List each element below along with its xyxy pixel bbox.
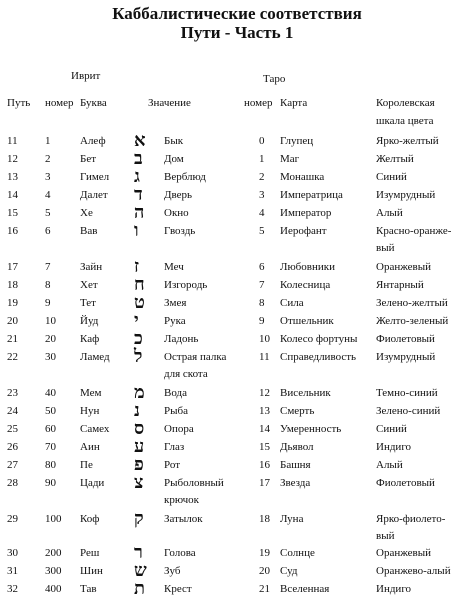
path-cell: 19 <box>7 297 18 309</box>
color-cell: Индиго <box>376 441 412 453</box>
letter-name-cell: Шин <box>80 565 103 577</box>
path-cell: 20 <box>7 315 18 327</box>
tarot-card-cell: Маг <box>280 153 300 165</box>
number-cell: 40 <box>45 387 56 399</box>
tarot-number-cell: 4 <box>259 207 265 219</box>
path-cell: 29 <box>7 513 18 525</box>
hebrew-letter-glyph: ל <box>134 346 143 367</box>
path-cell: 15 <box>7 207 18 219</box>
color-cell: Алый <box>376 459 403 471</box>
number-cell: 5 <box>45 207 51 219</box>
color-cell: Синий <box>376 171 407 183</box>
letter-name-cell: Пе <box>80 459 93 471</box>
path-cell: 12 <box>7 153 18 165</box>
letter-name-cell: Аин <box>80 441 100 453</box>
path-cell: 26 <box>7 441 18 453</box>
hebrew-letter-glyph: ר <box>134 542 143 563</box>
number-cell: 10 <box>45 315 56 327</box>
hebrew-letter-glyph: מ <box>134 382 145 403</box>
tarot-card-cell: Императрица <box>280 189 343 201</box>
tarot-card-cell: Колесо фортуны <box>280 333 358 345</box>
path-cell: 32 <box>7 583 18 595</box>
path-cell: 13 <box>7 171 18 183</box>
path-cell: 27 <box>7 459 18 471</box>
page-title: Каббалистические соответствия <box>112 4 362 23</box>
path-cell: 21 <box>7 333 18 345</box>
path-cell: 30 <box>7 547 18 559</box>
meaning-cell: Бык <box>164 135 184 147</box>
number-cell: 20 <box>45 333 56 345</box>
tarot-card-cell: Звезда <box>280 477 311 489</box>
path-cell: 18 <box>7 279 18 291</box>
tarot-number-cell: 11 <box>259 351 270 363</box>
tarot-number-cell: 5 <box>259 225 265 237</box>
meaning-cell: Рука <box>164 315 186 327</box>
number-cell: 9 <box>45 297 51 309</box>
hebrew-letter-glyph: ע <box>134 436 145 457</box>
hebrew-letter-glyph: ש <box>134 560 147 581</box>
tarot-card-cell: Висельник <box>280 387 331 399</box>
tarot-card-cell: Вселенная <box>280 583 330 595</box>
tarot-card-cell: Дьявол <box>280 441 314 453</box>
header-tarot-number: номер <box>244 97 273 109</box>
header-tarot-group: Таро <box>263 73 286 85</box>
hebrew-letter-glyph: כ <box>134 328 143 349</box>
number-cell: 30 <box>45 351 56 363</box>
tarot-card-cell: Смерть <box>280 405 315 417</box>
meaning-cell: Голова <box>164 547 196 559</box>
tarot-card-cell: Любовники <box>280 261 335 273</box>
path-cell: 17 <box>7 261 18 273</box>
tarot-card-cell: Отшельник <box>280 315 334 327</box>
tarot-card-cell: Луна <box>280 513 304 525</box>
color-cell: Индиго <box>376 583 412 595</box>
color-cell: Темно-синий <box>376 387 438 399</box>
letter-name-cell: Йуд <box>80 315 99 327</box>
meaning-cell-continued: для скота <box>164 368 208 380</box>
letter-name-cell: Тет <box>80 297 96 309</box>
color-cell: Ярко-фиолето- <box>376 513 446 525</box>
number-cell: 200 <box>45 547 62 559</box>
letter-name-cell: Бет <box>80 153 97 165</box>
path-cell: 16 <box>7 225 18 237</box>
tarot-number-cell: 19 <box>259 547 270 559</box>
path-cell: 28 <box>7 477 18 489</box>
tarot-card-cell: Солнце <box>280 547 315 559</box>
number-cell: 300 <box>45 565 62 577</box>
header-card: Карта <box>280 97 308 109</box>
hebrew-letter-glyph: ב <box>134 148 143 169</box>
letter-name-cell: Вав <box>80 225 98 237</box>
hebrew-letter-glyph: ג <box>134 166 140 187</box>
path-cell: 14 <box>7 189 18 201</box>
color-cell: Фиолетовый <box>376 333 435 345</box>
number-cell: 100 <box>45 513 62 525</box>
path-cell: 24 <box>7 405 18 417</box>
header-number: номер <box>45 97 74 109</box>
number-cell: 8 <box>45 279 51 291</box>
header-path: Путь <box>7 97 31 109</box>
path-cell: 23 <box>7 387 18 399</box>
path-cell: 22 <box>7 351 18 363</box>
number-cell: 80 <box>45 459 56 471</box>
letter-name-cell: Самех <box>80 423 110 435</box>
color-cell: Оранжевый <box>376 547 432 559</box>
letter-name-cell: Каф <box>80 333 100 345</box>
color-cell: Красно-оранже- <box>376 225 452 237</box>
hebrew-letter-glyph: ת <box>134 578 145 599</box>
tarot-card-cell: Глупец <box>280 135 314 147</box>
meaning-cell: Дверь <box>164 189 193 201</box>
letter-name-cell: Зайн <box>80 261 103 273</box>
meaning-cell: Вода <box>164 387 187 399</box>
hebrew-letter-glyph: א <box>134 130 146 151</box>
tarot-number-cell: 10 <box>259 333 270 345</box>
tarot-number-cell: 15 <box>259 441 270 453</box>
letter-name-cell: Реш <box>80 547 100 559</box>
tarot-number-cell: 3 <box>259 189 265 201</box>
color-cell: Синий <box>376 423 407 435</box>
letter-name-cell: Коф <box>80 513 100 525</box>
color-cell: Янтарный <box>376 279 424 291</box>
tarot-card-cell: Справедливость <box>280 351 357 363</box>
meaning-cell: Меч <box>164 261 184 273</box>
color-cell: Зелено-синий <box>376 405 441 417</box>
header-meaning: Значение <box>148 97 191 109</box>
hebrew-letter-glyph: ח <box>134 274 145 295</box>
meaning-cell: Ладонь <box>164 333 199 345</box>
meaning-cell: Затылок <box>164 513 203 525</box>
hebrew-letter-glyph: ד <box>134 184 143 205</box>
tarot-number-cell: 14 <box>259 423 270 435</box>
number-cell: 6 <box>45 225 51 237</box>
number-cell: 2 <box>45 153 51 165</box>
letter-name-cell: Хе <box>80 207 93 219</box>
tarot-card-cell: Колесница <box>280 279 331 291</box>
header-hebrew-group: Иврит <box>71 70 101 82</box>
page-subtitle: Пути - Часть 1 <box>180 23 294 42</box>
meaning-cell: Рот <box>164 459 181 471</box>
color-cell-continued: вый <box>376 242 395 254</box>
meaning-cell: Острая палка <box>164 351 227 363</box>
tarot-card-cell: Башня <box>280 459 311 471</box>
tarot-number-cell: 9 <box>259 315 265 327</box>
tarot-card-cell: Умеренность <box>280 423 342 435</box>
hebrew-letter-glyph: נ <box>134 400 140 421</box>
header-letter: Буква <box>80 97 107 109</box>
tarot-number-cell: 20 <box>259 565 270 577</box>
tarot-number-cell: 16 <box>259 459 270 471</box>
meaning-cell: Гвоздь <box>164 225 196 237</box>
meaning-cell: Глаз <box>164 441 185 453</box>
number-cell: 90 <box>45 477 56 489</box>
meaning-cell: Окно <box>164 207 189 219</box>
letter-name-cell: Цади <box>80 477 105 489</box>
color-cell: Зелено-желтый <box>376 297 448 309</box>
meaning-cell: Крест <box>164 583 192 595</box>
color-cell: Желтый <box>376 153 414 165</box>
meaning-cell: Верблюд <box>164 171 206 183</box>
tarot-number-cell: 6 <box>259 261 265 273</box>
hebrew-letter-glyph: ז <box>134 256 140 277</box>
tarot-number-cell: 12 <box>259 387 270 399</box>
hebrew-letter-glyph: צ <box>134 472 144 493</box>
tarot-number-cell: 21 <box>259 583 270 595</box>
meaning-cell: Изгородь <box>164 279 208 291</box>
tarot-card-cell: Иерофант <box>280 225 327 237</box>
tarot-number-cell: 2 <box>259 171 265 183</box>
letter-name-cell: Нун <box>80 405 100 417</box>
tarot-number-cell: 17 <box>259 477 270 489</box>
number-cell: 60 <box>45 423 56 435</box>
header-color-line1: Королевская <box>376 97 435 109</box>
tarot-number-cell: 18 <box>259 513 270 525</box>
hebrew-letter-glyph: ס <box>134 418 145 439</box>
color-cell: Оранжево-алый <box>376 565 451 577</box>
meaning-cell-continued: крючок <box>164 494 200 506</box>
hebrew-letter-glyph: פ <box>134 454 144 475</box>
letter-name-cell: Мем <box>80 387 102 399</box>
meaning-cell: Опора <box>164 423 194 435</box>
color-cell: Алый <box>376 207 403 219</box>
tarot-number-cell: 13 <box>259 405 270 417</box>
letter-name-cell: Тав <box>80 583 97 595</box>
hebrew-letter-glyph: ק <box>134 508 144 529</box>
color-cell: Изумрудный <box>376 189 436 201</box>
number-cell: 4 <box>45 189 51 201</box>
letter-name-cell: Алеф <box>80 135 106 147</box>
letter-name-cell: Хет <box>80 279 98 291</box>
letter-name-cell: Гимел <box>80 171 110 183</box>
tarot-card-cell: Суд <box>280 565 298 577</box>
number-cell: 400 <box>45 583 62 595</box>
tarot-card-cell: Сила <box>280 297 304 309</box>
number-cell: 3 <box>45 171 51 183</box>
path-cell: 11 <box>7 135 18 147</box>
number-cell: 7 <box>45 261 51 273</box>
number-cell: 1 <box>45 135 51 147</box>
header-color-line2: шкала цвета <box>376 115 434 127</box>
letter-name-cell: Ламед <box>80 351 110 363</box>
color-cell: Изумрудный <box>376 351 436 363</box>
meaning-cell: Змея <box>164 297 187 309</box>
color-cell-continued: вый <box>376 530 395 542</box>
color-cell: Ярко-желтый <box>376 135 439 147</box>
color-cell: Фиолетовый <box>376 477 435 489</box>
tarot-card-cell: Император <box>280 207 332 219</box>
number-cell: 50 <box>45 405 56 417</box>
hebrew-letter-glyph: ט <box>134 292 145 313</box>
hebrew-letter-glyph: ו <box>134 220 139 241</box>
color-cell: Оранжевый <box>376 261 432 273</box>
tarot-number-cell: 0 <box>259 135 265 147</box>
hebrew-letter-glyph: י <box>134 310 139 331</box>
tarot-card-cell: Монашка <box>280 171 325 183</box>
meaning-cell: Зуб <box>164 565 181 577</box>
meaning-cell: Рыболовный <box>164 477 224 489</box>
number-cell: 70 <box>45 441 56 453</box>
color-cell: Желто-зеленый <box>376 315 449 327</box>
tarot-number-cell: 1 <box>259 153 265 165</box>
letter-name-cell: Далет <box>80 189 108 201</box>
path-cell: 25 <box>7 423 18 435</box>
hebrew-letter-glyph: ה <box>134 202 145 223</box>
path-cell: 31 <box>7 565 18 577</box>
tarot-number-cell: 7 <box>259 279 265 291</box>
meaning-cell: Дом <box>164 153 184 165</box>
meaning-cell: Рыба <box>164 405 188 417</box>
tarot-number-cell: 8 <box>259 297 265 309</box>
